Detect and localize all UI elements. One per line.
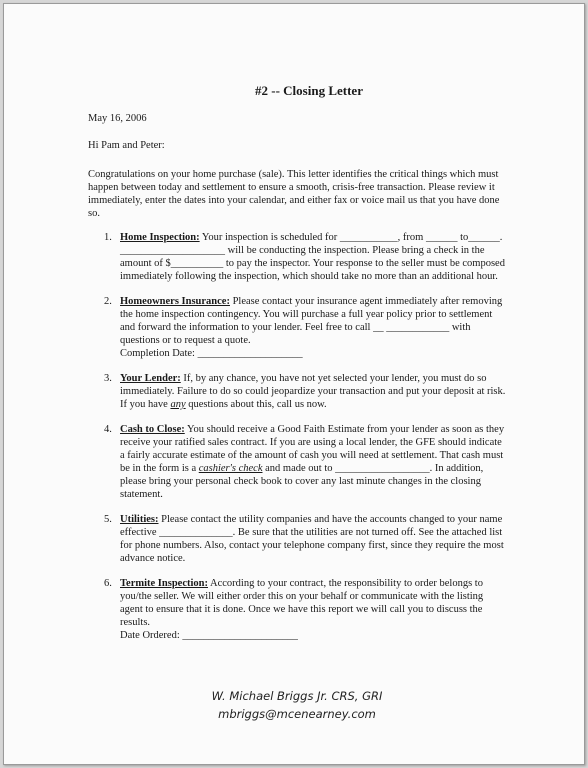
item-text: and made out to __________________. In addition, please bring your personal check book to cover any last minute changes in the closing statement. [120, 463, 484, 500]
letter-title: #2 -- Closing Letter [255, 83, 363, 98]
item-text: According to your contract, the responsibility to order belongs to you/the seller. We will either order this on your behalf or communicate with the listing agent to ensure that it is done. Once we have this report we will call you to discuss the results. [120, 578, 484, 628]
list-item-your-lender [88, 372, 508, 411]
letter-greeting: Hi Pam and Peter: [88, 140, 165, 151]
intro-paragraph: Congratulations on your home purchase (sale). This letter identifies the critical things which must happen between today and settlement to ensure a smooth, crisis-free transaction. Please review it immediately, enter the dates into your calendar, and either fax or voice mail us that you have done so. [88, 169, 500, 219]
emphasis-text: any [170, 399, 186, 410]
item-number: 3. [104, 373, 112, 384]
item-text: Please contact your insurance agent immediately after removing the home inspection contingency. You will purchase a full year policy prior to settlement and forward the information to your lender. Feel free to call __ ____________ with questions or to request a quote. [120, 296, 503, 346]
item-heading: Cash to Close: [120, 424, 185, 435]
completion-date-line: Completion Date: ____________________ [120, 348, 303, 359]
item-text: Please contact the utility companies and have the accounts changed to your name effective ______________. Be sure that the utilities are not turned off. See the attached list for phone numbers. Also, contact your telephone company first, since they require the most advance notice. [120, 514, 504, 564]
date-ordered-line: Date Ordered: ______________________ [120, 630, 298, 641]
item-text: If, by any chance, you have not yet selected your lender, you must do so immediately. Failure to do so could jeopardize your transaction and put your deposit at risk. If you have [120, 373, 506, 410]
item-heading: Homeowners Insurance: [120, 296, 230, 307]
emphasis-text: cashier's check [198, 463, 263, 474]
item-number: 5. [104, 514, 112, 525]
checklist [88, 231, 508, 654]
item-heading: Utilities: [120, 514, 159, 525]
list-item-home-inspection [88, 231, 508, 283]
list-item-utilities [88, 513, 508, 565]
item-heading: Termite Inspection: [120, 578, 208, 589]
list-item-homeowners-insurance [88, 295, 508, 360]
item-number: 1. [104, 232, 112, 243]
item-text: questions about this, call us now. [185, 399, 327, 410]
item-text: You should receive a Good Faith Estimate from your lender as soon as they receive your ratified sales contract. If you are using a local lender, the GFE should indicate a fairly accurate estimate of the amount of cash you will need at settlement. That cash must be in the form is a [120, 424, 505, 474]
letter-date: May 16, 2006 [88, 113, 147, 124]
letter-page [3, 3, 585, 765]
item-number: 4. [104, 424, 112, 435]
item-number: 6. [104, 578, 112, 589]
list-item-cash-to-close [88, 423, 508, 501]
item-heading: Your Lender: [120, 373, 181, 384]
item-text: Your inspection is scheduled for ___________, from ______ to______. ____________________ will be conducting the inspection. Please bring a check in the amount of $__________ to pay the inspector. Your response to the seller must be composed immediately following the inspection, which should take no more than an additional hour. [120, 232, 505, 282]
signature-name: W. Michael Briggs Jr. CRS, GRI [211, 689, 383, 703]
signature-email: mbriggs@mcenearney.com [218, 707, 376, 721]
list-item-termite-inspection [88, 577, 508, 642]
item-heading: Home Inspection: [120, 232, 200, 243]
item-number: 2. [104, 296, 112, 307]
